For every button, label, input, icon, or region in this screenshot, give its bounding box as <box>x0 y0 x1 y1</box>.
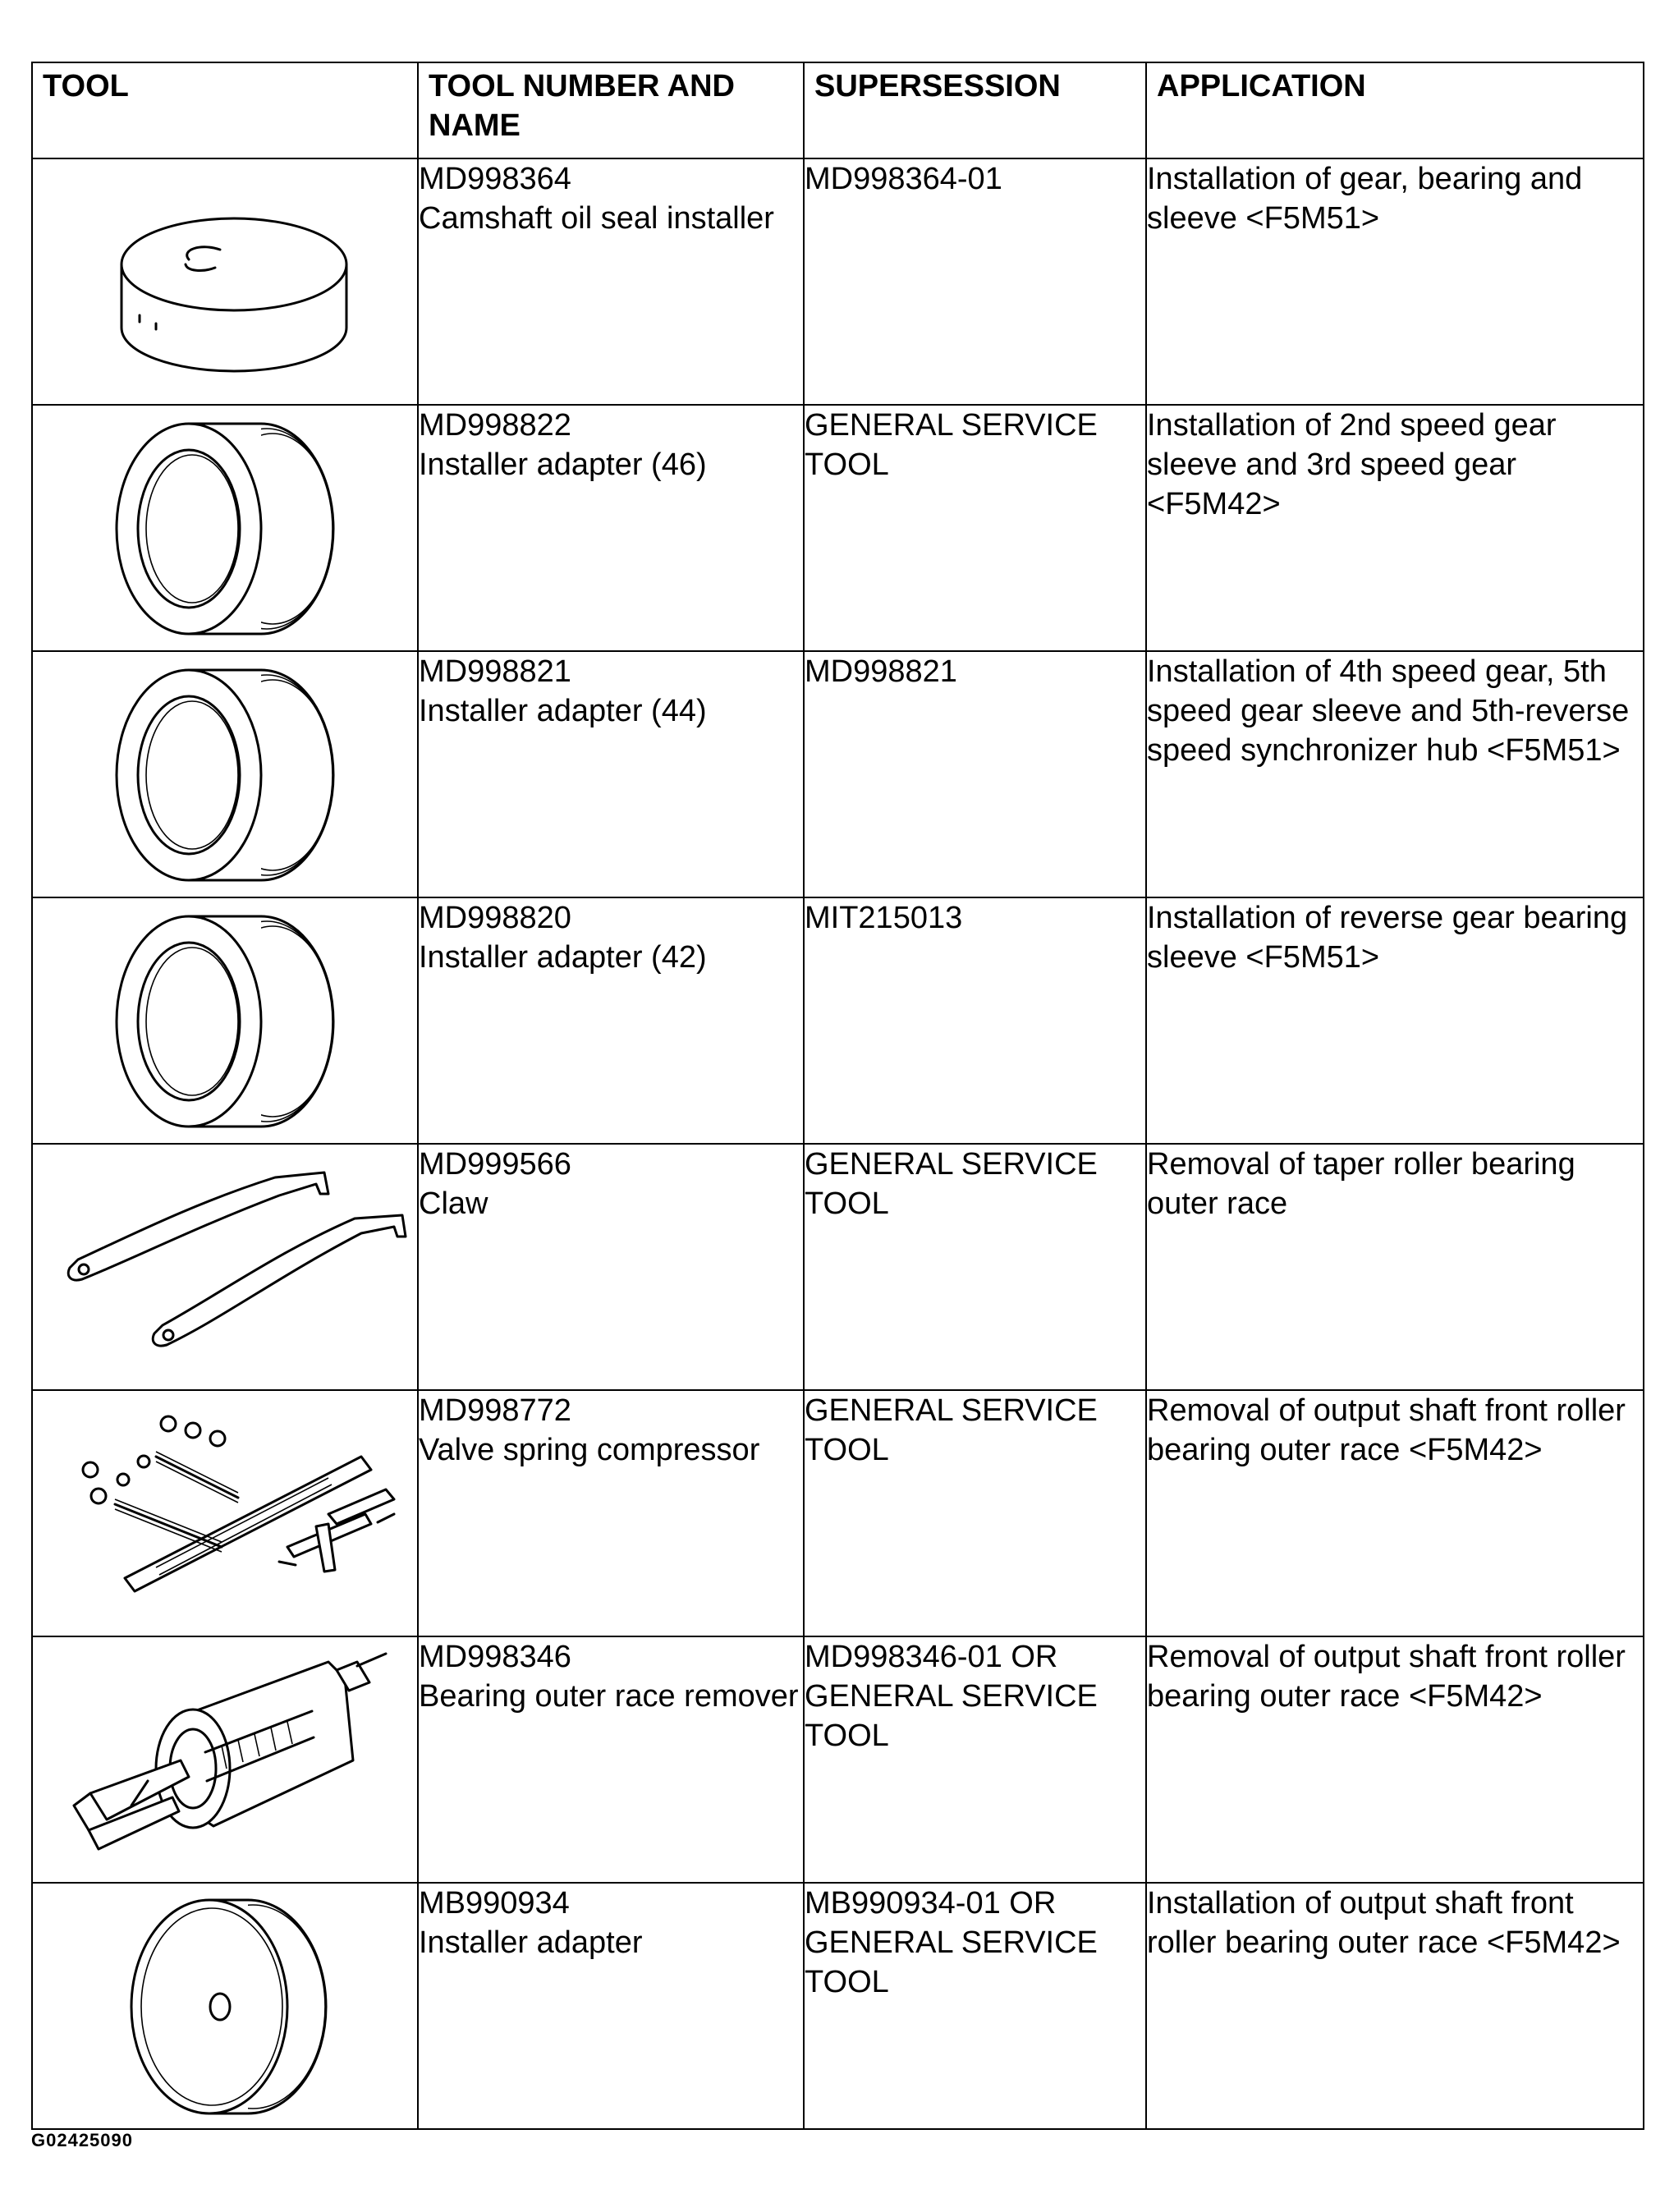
tool-name: Installer adapter <box>419 1925 643 1960</box>
table-row <box>32 1883 1644 2129</box>
special-tools-table <box>31 62 1644 2130</box>
table-row <box>32 897 1644 1144</box>
tool-number-name-cell <box>418 1883 804 2129</box>
supersession-cell: MD998364-01 <box>804 158 1146 405</box>
tool-image-cell <box>32 1390 418 1636</box>
tool-name: Installer adapter (44) <box>419 694 707 728</box>
header-supersession: SUPERSESSION <box>804 62 1146 158</box>
tool-name: Bearing outer race remover <box>419 1679 799 1714</box>
header-application: APPLICATION <box>1146 62 1644 158</box>
tool-image-cell <box>32 897 418 1144</box>
valve-spring-compressor-icon <box>33 1391 419 1636</box>
tool-number-name-cell <box>418 1390 804 1636</box>
table-row <box>32 1390 1644 1636</box>
table-row <box>32 158 1644 405</box>
header-row <box>32 62 1644 158</box>
tool-number: MD998772 <box>419 1393 571 1428</box>
tool-number: MD998821 <box>419 654 571 689</box>
tool-name: Valve spring compressor <box>419 1433 760 1467</box>
tool-name: Claw <box>419 1186 488 1221</box>
installer-adapter-icon <box>33 898 419 1143</box>
tool-number-name-cell <box>418 651 804 897</box>
tool-number: MD999566 <box>419 1147 571 1182</box>
supersession-cell: GENERAL SERVICE TOOL <box>804 405 1146 651</box>
tool-number: MD998364 <box>419 162 571 196</box>
tool-number: MD998820 <box>419 901 571 935</box>
supersession-cell: GENERAL SERVICE TOOL <box>804 1144 1146 1390</box>
tool-number-name-cell <box>418 405 804 651</box>
tool-name: Installer adapter (46) <box>419 447 707 482</box>
application-cell: Removal of taper roller bearing outer race <box>1146 1144 1644 1390</box>
application-cell: Installation of gear, bearing and sleeve <F5M51> <box>1146 158 1644 405</box>
tool-image-cell <box>32 651 418 897</box>
claw-icon <box>33 1145 419 1389</box>
tool-number: MD998346 <box>419 1640 571 1674</box>
camshaft-oil-seal-installer-icon <box>33 159 419 404</box>
supersession-cell: GENERAL SERVICE TOOL <box>804 1390 1146 1636</box>
table-row <box>32 1144 1644 1390</box>
header-tool: TOOL <box>32 62 418 158</box>
tool-number-name-cell <box>418 1144 804 1390</box>
tool-image-cell <box>32 1883 418 2129</box>
supersession-cell: MIT215013 <box>804 897 1146 1144</box>
header-tool-number-and-name: TOOL NUMBER AND NAME <box>418 62 804 158</box>
application-cell: Installation of 2nd speed gear sleeve and 3rd speed gear <F5M42> <box>1146 405 1644 651</box>
tool-image-cell <box>32 158 418 405</box>
table-row <box>32 405 1644 651</box>
supersession-cell: MB990934-01 OR GENERAL SERVICE TOOL <box>804 1883 1146 2129</box>
tool-image-cell <box>32 1636 418 1883</box>
table-row <box>32 1636 1644 1883</box>
tool-image-cell <box>32 1144 418 1390</box>
application-cell: Removal of output shaft front roller bearing outer race <F5M42> <box>1146 1390 1644 1636</box>
bearing-outer-race-remover-icon <box>33 1637 419 1882</box>
tool-number-name-cell <box>418 1636 804 1883</box>
installer-adapter-icon <box>33 406 419 650</box>
application-cell: Installation of output shaft front roller bearing outer race <F5M42> <box>1146 1883 1644 2129</box>
supersession-cell: MD998821 <box>804 651 1146 897</box>
application-cell: Installation of reverse gear bearing sleeve <F5M51> <box>1146 897 1644 1144</box>
installer-adapter-icon <box>33 652 419 897</box>
application-cell: Installation of 4th speed gear, 5th speed gear sleeve and 5th-reverse speed synchronizer hub <F5M51> <box>1146 651 1644 897</box>
tool-number-name-cell <box>418 158 804 405</box>
supersession-cell: MD998346-01 OR GENERAL SERVICE TOOL <box>804 1636 1146 1883</box>
tool-image-cell <box>32 405 418 651</box>
tool-number-name-cell <box>418 897 804 1144</box>
application-cell: Removal of output shaft front roller bearing outer race <F5M42> <box>1146 1636 1644 1883</box>
table-row <box>32 651 1644 897</box>
tool-name: Camshaft oil seal installer <box>419 201 774 236</box>
tool-number: MB990934 <box>419 1886 570 1921</box>
figure-id: G02425090 <box>31 2130 133 2150</box>
installer-adapter-disc-icon <box>33 1884 419 2128</box>
tool-name: Installer adapter (42) <box>419 940 707 975</box>
tool-number: MD998822 <box>419 408 571 443</box>
